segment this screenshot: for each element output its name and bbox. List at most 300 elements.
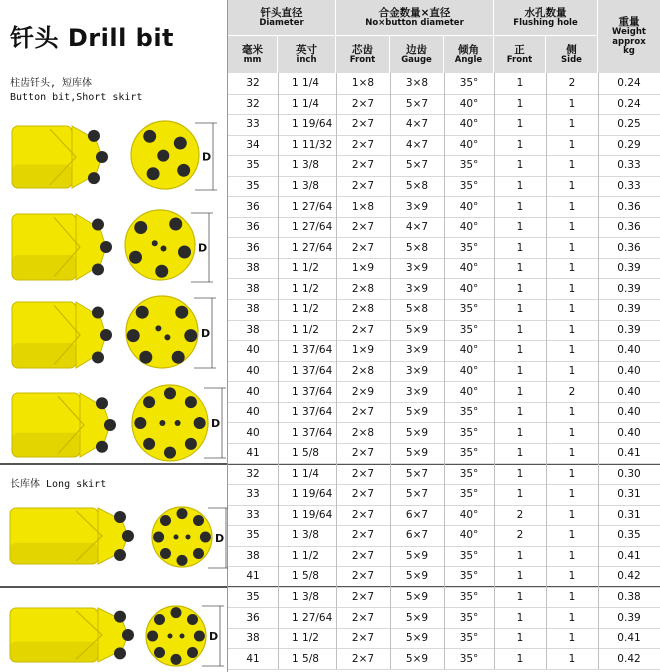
header-buttons <box>336 0 494 36</box>
cell-flush-side: 1 <box>568 447 576 460</box>
cell-inch: 1 1/2 <box>292 549 319 562</box>
cell-weight: 0.36 <box>617 221 641 234</box>
cell-flush-side: 1 <box>568 180 576 193</box>
button-insert <box>100 241 112 253</box>
cell-front-buttons: 2×8 <box>351 364 375 377</box>
cell-gauge-buttons: 3×9 <box>405 200 429 213</box>
cell-flush-side: 1 <box>568 97 576 110</box>
cell-angle: 40° <box>459 138 479 151</box>
button-insert <box>174 137 187 150</box>
cell-flush-front: 1 <box>516 282 524 295</box>
cell-flush-front: 1 <box>516 426 524 439</box>
cell-flush-side: 1 <box>568 549 576 562</box>
cell-weight: 0.40 <box>617 406 641 419</box>
dimension-label: D <box>215 532 225 545</box>
cell-gauge-buttons: 5×9 <box>405 447 429 460</box>
button-insert <box>180 634 185 639</box>
cell-front-buttons: 2×7 <box>351 591 375 604</box>
section-label-en: Button bit,Short skirt <box>10 91 143 103</box>
button-insert <box>171 607 182 618</box>
column-divider <box>336 73 337 669</box>
cell-weight: 0.36 <box>617 241 641 254</box>
button-insert <box>168 634 173 639</box>
cell-weight: 0.24 <box>617 77 641 90</box>
cell-mm: 38 <box>246 262 260 275</box>
header-angle-en: Angle <box>454 54 483 65</box>
cell-flush-front: 1 <box>516 221 524 234</box>
cell-weight: 0.31 <box>617 488 641 501</box>
cell-weight: 0.25 <box>617 118 641 131</box>
cell-front-buttons: 1×9 <box>351 344 375 357</box>
button-insert <box>88 172 100 184</box>
cell-front-buttons: 2×7 <box>351 118 375 131</box>
button-insert <box>177 164 190 177</box>
button-insert <box>96 151 108 163</box>
cell-flush-side: 1 <box>568 303 576 316</box>
cell-inch: 1 27/64 <box>292 241 333 254</box>
cell-angle: 40° <box>459 200 479 213</box>
cell-flush-front: 1 <box>516 570 524 583</box>
button-insert <box>100 329 112 341</box>
cell-flush-front: 1 <box>516 323 524 336</box>
cell-inch: 1 3/8 <box>292 180 319 193</box>
header-weight <box>598 0 660 73</box>
cell-angle: 35° <box>459 611 479 624</box>
cell-front-buttons: 2×7 <box>351 529 375 542</box>
cell-gauge-buttons: 3×8 <box>405 77 429 90</box>
bit-shade <box>12 164 72 188</box>
cell-front-buttons: 1×9 <box>351 262 375 275</box>
button-insert <box>159 420 165 426</box>
cell-weight: 0.35 <box>617 529 641 542</box>
button-insert <box>194 417 206 429</box>
cell-angle: 40° <box>459 221 479 234</box>
button-insert <box>122 530 134 542</box>
cell-gauge-buttons: 5×8 <box>405 180 429 193</box>
cell-angle: 40° <box>459 385 479 398</box>
page-title: 钎头 Drill bit <box>10 24 175 52</box>
cell-mm: 38 <box>246 323 260 336</box>
cell-front-buttons: 2×7 <box>351 180 375 193</box>
cell-mm: 35 <box>246 529 260 542</box>
cell-flush-front: 1 <box>516 364 524 377</box>
column-divider <box>390 73 391 669</box>
cell-flush-front: 1 <box>516 241 524 254</box>
button-insert <box>178 246 191 259</box>
cell-angle: 35° <box>459 159 479 172</box>
cell-weight: 0.41 <box>617 549 641 562</box>
cell-front-buttons: 2×7 <box>351 221 375 234</box>
cell-inch: 1 19/64 <box>292 488 333 501</box>
cell-gauge-buttons: 5×9 <box>405 632 429 645</box>
button-insert <box>172 351 185 364</box>
cell-mm: 34 <box>246 138 260 151</box>
cell-gauge-buttons: 3×9 <box>405 282 429 295</box>
cell-inch: 1 1/2 <box>292 632 319 645</box>
button-insert <box>160 548 171 559</box>
cell-inch: 1 5/8 <box>292 447 319 460</box>
cell-weight: 0.39 <box>617 282 641 295</box>
cell-gauge-buttons: 5×7 <box>405 97 429 110</box>
cell-flush-side: 1 <box>568 138 576 151</box>
cell-front-buttons: 2×7 <box>351 241 375 254</box>
cell-front-buttons: 2×7 <box>351 138 375 151</box>
cell-angle: 35° <box>459 241 479 254</box>
header-weight-en1: Weight <box>612 26 646 37</box>
cell-mm: 38 <box>246 303 260 316</box>
cell-mm: 40 <box>246 406 260 419</box>
button-insert <box>104 419 116 431</box>
cell-front-buttons: 1×8 <box>351 200 375 213</box>
cell-gauge-buttons: 5×9 <box>405 591 429 604</box>
button-insert <box>164 447 176 459</box>
section-label-zh: 柱齿钎头, 短库体 <box>10 78 93 89</box>
cell-weight: 0.24 <box>617 97 641 110</box>
button-insert <box>114 611 126 623</box>
button-insert <box>127 329 140 342</box>
header-inch <box>278 36 336 73</box>
cell-gauge-buttons: 3×9 <box>405 385 429 398</box>
dimension-label: D <box>201 327 211 340</box>
cell-inch: 1 5/8 <box>292 652 319 665</box>
button-insert <box>177 508 188 519</box>
cell-mm: 38 <box>246 282 260 295</box>
button-insert <box>177 555 188 566</box>
cell-front-buttons: 2×9 <box>351 385 375 398</box>
button-insert <box>184 329 197 342</box>
cell-mm: 40 <box>246 344 260 357</box>
button-insert <box>114 647 126 659</box>
button-insert <box>193 515 204 526</box>
header-front-en: Front <box>349 54 376 65</box>
cell-inch: 1 1/2 <box>292 303 319 316</box>
dimension-label: D <box>211 417 221 430</box>
button-insert <box>175 420 181 426</box>
cell-angle: 35° <box>459 488 479 501</box>
button-insert <box>164 387 176 399</box>
cell-flush-side: 1 <box>568 488 576 501</box>
header-flush-side-en: Side <box>561 54 582 65</box>
cell-angle: 35° <box>459 549 479 562</box>
cell-gauge-buttons: 5×8 <box>405 303 429 316</box>
cell-flush-front: 1 <box>516 97 524 110</box>
cell-angle: 35° <box>459 632 479 645</box>
button-insert <box>92 351 104 363</box>
header-mm-en: mm <box>243 54 262 65</box>
cell-front-buttons: 2×7 <box>351 406 375 419</box>
cell-front-buttons: 2×8 <box>351 426 375 439</box>
cell-mm: 41 <box>246 570 260 583</box>
cell-weight: 0.40 <box>617 344 641 357</box>
cell-flush-front: 1 <box>516 611 524 624</box>
cell-weight: 0.39 <box>617 262 641 275</box>
column-divider <box>278 73 279 669</box>
header-buttons-en: No×button diameter <box>365 17 464 28</box>
cell-flush-front: 1 <box>516 385 524 398</box>
cell-flush-front: 1 <box>516 591 524 604</box>
cell-angle: 40° <box>459 97 479 110</box>
button-insert <box>96 397 108 409</box>
cell-flush-front: 1 <box>516 549 524 562</box>
cell-weight: 0.40 <box>617 364 641 377</box>
bit-shade <box>12 433 80 457</box>
cell-front-buttons: 2×7 <box>351 652 375 665</box>
cell-inch: 1 37/64 <box>292 406 333 419</box>
header-angle-zh: 倾角 <box>458 43 479 56</box>
cell-weight: 0.38 <box>617 591 641 604</box>
cell-gauge-buttons: 5×9 <box>405 426 429 439</box>
cell-front-buttons: 2×7 <box>351 611 375 624</box>
cell-flush-front: 1 <box>516 406 524 419</box>
cell-weight: 0.39 <box>617 303 641 316</box>
cell-flush-front: 1 <box>516 488 524 501</box>
cell-flush-front: 1 <box>516 344 524 357</box>
cell-weight: 0.36 <box>617 200 641 213</box>
cell-front-buttons: 2×7 <box>351 632 375 645</box>
cell-flush-side: 1 <box>568 591 576 604</box>
cell-angle: 35° <box>459 303 479 316</box>
cell-angle: 35° <box>459 77 479 90</box>
cell-weight: 0.39 <box>617 323 641 336</box>
cell-angle: 35° <box>459 180 479 193</box>
cell-angle: 40° <box>459 262 479 275</box>
header-inch-en: inch <box>296 54 317 65</box>
cell-gauge-buttons: 5×8 <box>405 241 429 254</box>
button-insert <box>186 535 191 540</box>
cell-mm: 35 <box>246 591 260 604</box>
cell-gauge-buttons: 5×9 <box>405 570 429 583</box>
cell-gauge-buttons: 5×9 <box>405 611 429 624</box>
button-insert <box>155 265 168 278</box>
button-insert <box>187 614 198 625</box>
cell-mm: 32 <box>246 467 260 480</box>
cell-inch: 1 1/2 <box>292 282 319 295</box>
cell-inch: 1 11/32 <box>292 138 333 151</box>
cell-weight: 0.33 <box>617 180 641 193</box>
cell-flush-side: 1 <box>568 406 576 419</box>
cell-angle: 35° <box>459 447 479 460</box>
cell-front-buttons: 1×8 <box>351 77 375 90</box>
cell-angle: 35° <box>459 591 479 604</box>
cell-front-buttons: 2×7 <box>351 488 375 501</box>
cell-angle: 35° <box>459 570 479 583</box>
cell-flush-front: 1 <box>516 200 524 213</box>
cell-gauge-buttons: 6×7 <box>405 529 429 542</box>
cell-inch: 1 37/64 <box>292 344 333 357</box>
cell-flush-side: 1 <box>568 344 576 357</box>
cell-flush-side: 1 <box>568 200 576 213</box>
cell-mm: 33 <box>246 118 260 131</box>
cell-weight: 0.29 <box>617 138 641 151</box>
dimension-label: D <box>202 150 212 164</box>
button-insert <box>193 548 204 559</box>
column-divider <box>444 73 445 669</box>
cell-mm: 38 <box>246 632 260 645</box>
bit-shade <box>12 255 76 280</box>
cell-gauge-buttons: 6×7 <box>405 508 429 521</box>
button-insert <box>143 438 155 450</box>
cell-inch: 1 3/8 <box>292 591 319 604</box>
column-divider <box>546 73 547 669</box>
cell-flush-front: 1 <box>516 303 524 316</box>
cell-flush-front: 2 <box>516 529 524 542</box>
button-insert <box>88 130 100 142</box>
cell-mm: 33 <box>246 508 260 521</box>
cell-front-buttons: 2×7 <box>351 570 375 583</box>
dimension-label: D <box>209 630 219 643</box>
cell-gauge-buttons: 4×7 <box>405 221 429 234</box>
cell-angle: 40° <box>459 282 479 295</box>
cell-front-buttons: 2×7 <box>351 549 375 562</box>
cell-mm: 41 <box>246 447 260 460</box>
header-front-zh: 芯齿 <box>352 43 373 56</box>
cell-mm: 32 <box>246 77 260 90</box>
cell-inch: 1 3/8 <box>292 529 319 542</box>
cell-front-buttons: 2×7 <box>351 323 375 336</box>
cell-mm: 40 <box>246 426 260 439</box>
cell-flush-front: 1 <box>516 262 524 275</box>
table-header <box>228 0 660 73</box>
button-insert <box>92 263 104 275</box>
header-flushing-en: Flushing hole <box>513 17 578 28</box>
cell-flush-side: 2 <box>568 385 576 398</box>
header-diameter <box>228 0 336 36</box>
button-insert <box>129 251 142 264</box>
header-mm-zh: 毫米 <box>242 43 263 56</box>
cell-flush-side: 1 <box>568 364 576 377</box>
cell-weight: 0.30 <box>617 467 641 480</box>
button-insert <box>164 334 170 340</box>
cell-flush-side: 1 <box>568 323 576 336</box>
button-insert <box>185 396 197 408</box>
cell-flush-front: 1 <box>516 652 524 665</box>
button-insert <box>96 441 108 453</box>
header-gauge-zh: 边齿 <box>406 43 427 56</box>
header-gauge-en: Gauge <box>401 54 432 65</box>
cell-inch: 1 1/4 <box>292 467 319 480</box>
header-weight-en3: kg <box>623 46 635 57</box>
cell-mm: 40 <box>246 385 260 398</box>
cell-inch: 1 1/4 <box>292 77 319 90</box>
drill-bit-illustrations <box>0 0 228 672</box>
cell-angle: 40° <box>459 508 479 521</box>
cell-flush-side: 1 <box>568 652 576 665</box>
cell-mm: 38 <box>246 549 260 562</box>
cell-gauge-buttons: 5×9 <box>405 549 429 562</box>
cell-front-buttons: 2×7 <box>351 159 375 172</box>
cell-flush-side: 1 <box>568 221 576 234</box>
cell-front-buttons: 2×7 <box>351 467 375 480</box>
cell-inch: 1 1/2 <box>292 323 319 336</box>
cell-inch: 1 37/64 <box>292 364 333 377</box>
cell-inch: 1 27/64 <box>292 611 333 624</box>
cell-angle: 35° <box>459 426 479 439</box>
cell-weight: 0.41 <box>617 447 641 460</box>
cell-angle: 35° <box>459 467 479 480</box>
cell-mm: 41 <box>246 652 260 665</box>
cell-flush-side: 1 <box>568 159 576 172</box>
header-angle <box>444 36 494 73</box>
button-insert <box>114 549 126 561</box>
cell-gauge-buttons: 3×9 <box>405 344 429 357</box>
cell-mm: 33 <box>246 488 260 501</box>
cell-mm: 36 <box>246 241 260 254</box>
header-flushing-zh: 水孔数量 <box>524 6 567 19</box>
button-insert <box>174 535 179 540</box>
button-insert <box>185 438 197 450</box>
cell-flush-side: 1 <box>568 570 576 583</box>
cell-gauge-buttons: 5×7 <box>405 159 429 172</box>
cell-front-buttons: 2×7 <box>351 447 375 460</box>
cell-flush-front: 1 <box>516 632 524 645</box>
cell-flush-side: 1 <box>568 241 576 254</box>
cell-inch: 1 19/64 <box>292 118 333 131</box>
cell-mm: 36 <box>246 200 260 213</box>
cell-mm: 36 <box>246 221 260 234</box>
cell-flush-side: 1 <box>568 426 576 439</box>
cell-flush-side: 1 <box>568 611 576 624</box>
button-insert <box>160 515 171 526</box>
button-insert <box>152 240 158 246</box>
cell-inch: 1 27/64 <box>292 221 333 234</box>
header-flush-side-zh: 侧 <box>566 43 577 56</box>
cell-flush-side: 2 <box>568 77 576 90</box>
cell-angle: 40° <box>459 118 479 131</box>
cell-flush-side: 1 <box>568 632 576 645</box>
header-flush-front <box>494 36 546 73</box>
cell-inch: 1 3/8 <box>292 159 319 172</box>
header-diameter-zh: 钎头直径 <box>260 6 303 19</box>
cell-weight: 0.42 <box>617 652 641 665</box>
cell-angle: 40° <box>459 344 479 357</box>
dimension-label: D <box>198 241 208 255</box>
button-insert <box>136 306 149 319</box>
cell-inch: 1 19/64 <box>292 508 333 521</box>
button-insert <box>92 307 104 319</box>
cell-angle: 35° <box>459 323 479 336</box>
cell-gauge-buttons: 5×9 <box>405 323 429 336</box>
header-diameter-en: Diameter <box>259 17 304 28</box>
button-insert <box>154 647 165 658</box>
button-insert <box>161 246 167 252</box>
cell-gauge-buttons: 3×9 <box>405 262 429 275</box>
cell-flush-front: 1 <box>516 138 524 151</box>
header-flushing <box>494 0 598 36</box>
cell-flush-front: 1 <box>516 159 524 172</box>
button-insert <box>175 306 188 319</box>
button-insert <box>169 218 182 231</box>
bit-shade <box>12 343 76 368</box>
cell-mm: 40 <box>246 364 260 377</box>
cell-flush-front: 1 <box>516 180 524 193</box>
cell-inch: 1 5/8 <box>292 570 319 583</box>
header-gauge <box>390 36 444 73</box>
cell-angle: 35° <box>459 652 479 665</box>
section-label-zh: 长库体 Long skirt <box>10 479 107 490</box>
button-insert <box>157 150 169 162</box>
cell-flush-side: 1 <box>568 282 576 295</box>
header-mm <box>228 36 278 73</box>
cell-weight: 0.41 <box>617 632 641 645</box>
button-insert <box>92 219 104 231</box>
button-insert <box>143 396 155 408</box>
column-divider <box>598 73 599 669</box>
cell-inch: 1 37/64 <box>292 426 333 439</box>
column-divider <box>494 73 495 669</box>
button-insert <box>114 511 126 523</box>
cell-mm: 32 <box>246 97 260 110</box>
header-inch-zh: 英寸 <box>296 43 317 56</box>
